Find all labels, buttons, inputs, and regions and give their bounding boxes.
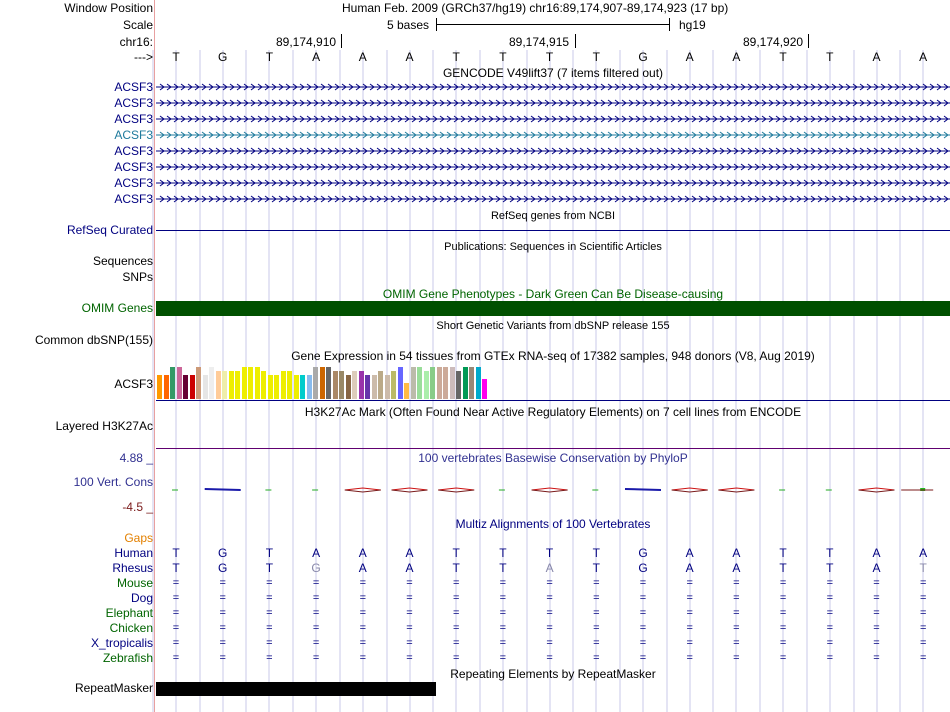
alignment-gap: = [826,622,834,634]
alignment-gap: = [266,622,273,634]
scale-text: 5 bases [387,18,430,32]
base-letter: T [499,50,507,64]
gtex-tissue-bar[interactable] [417,367,422,399]
gtex-tissue-bar[interactable] [157,375,162,399]
omim-track-title[interactable]: OMIM Gene Phenotypes - Dark Green Can Be Disease-causing [382,287,724,301]
alignment-gap: = [919,577,927,589]
gtex-tissue-bar[interactable] [404,383,409,399]
pos-tick-label: 89,174,920 [743,35,804,49]
alignment-gap: = [779,652,787,664]
alignment-gap: = [312,592,320,604]
gtex-tissue-bar[interactable] [255,367,260,399]
base-letter: A [405,546,414,560]
gtex-tissue-bar[interactable] [469,367,474,399]
gtex-tissue-bar[interactable] [352,371,357,399]
alignment-gap: = [919,592,927,604]
alignment-gap: = [452,637,460,649]
base-letter: T [499,561,507,575]
base-letter: G [218,50,228,64]
alignment-gap: = [499,637,507,649]
gtex-tissue-bar[interactable] [170,367,175,399]
gtex-tissue-bar[interactable] [424,371,429,399]
alignment-gap: = [919,652,927,664]
gencode-transcript-line[interactable] [156,97,950,109]
base-letter: T [592,546,600,560]
alignment-gap: = [873,577,880,589]
pos-tick-label: 89,174,910 [276,35,337,49]
alignment-gap: = [779,577,787,589]
base-letter: A [312,546,321,560]
alignment-gap: = [826,592,834,604]
gencode-transcript-line[interactable] [156,129,950,141]
gtex-tissue-bar[interactable] [164,375,169,399]
base-letter: A [872,50,881,64]
gtex-tissue-bar[interactable] [430,367,435,399]
gtex-tissue-bar[interactable] [320,367,325,399]
dbsnp-track-title[interactable]: Short Genetic Variants from dbSNP release 155 [436,320,670,332]
alignment-gap: = [266,592,273,604]
gtex-tissue-bar[interactable] [287,371,292,399]
multiz-species-label[interactable]: Mouse [116,576,153,590]
alignment-gap: = [873,637,880,649]
base-letter: A [358,50,367,64]
gtex-tissue-bar[interactable] [294,375,299,399]
alignment-gap: = [639,652,647,664]
gtex-tissue-bar[interactable] [372,375,377,399]
alignment-gap: = [359,577,367,589]
alignment-gap: = [686,652,693,664]
omim-track-label[interactable]: OMIM Genes [81,301,153,315]
multiz-species-label[interactable]: Rhesus [112,561,153,575]
alignment-gap: = [266,637,273,649]
alignment-gap: = [266,577,273,589]
multiz-species-label[interactable]: Elephant [105,606,153,620]
gtex-tissue-bar[interactable] [450,367,455,399]
gtex-tissue-bar[interactable] [307,375,312,399]
omim-phenotype-bar[interactable] [156,301,950,316]
window-position-label: Window Position [64,1,153,15]
gencode-transcript-label[interactable]: ACSF3 [114,112,153,126]
alignment-gap: = [359,622,367,634]
alignment-gap: = [779,637,787,649]
gtex-tissue-bar[interactable] [456,371,461,399]
multiz-species-label[interactable]: Dog [130,591,153,605]
gtex-tissue-bar[interactable] [196,367,201,399]
base-letter: T [499,546,507,560]
alignment-gap: = [219,577,226,589]
h3k27ac-baseline [156,448,950,449]
alignment-gap: = [593,577,600,589]
gtex-tissue-bar[interactable] [248,367,253,399]
alignment-gap: = [312,637,320,649]
base-letter: T [172,50,180,64]
gtex-tissue-bar[interactable] [443,367,448,399]
base-letter: A [358,546,367,560]
phylop-ymin-label: -4.5 _ [122,500,153,514]
base-letter: T [779,546,787,560]
alignment-gap: = [919,622,927,634]
alignment-gap: = [686,592,693,604]
gtex-tissue-bar[interactable] [216,371,221,399]
gtex-tissue-bar[interactable] [203,375,208,399]
alignment-gap: = [219,637,226,649]
alignment-gap: = [499,592,507,604]
base-letter: A [685,561,694,575]
alignment-gap: = [312,607,320,619]
alignment-gap: = [639,592,647,604]
multiz-species-label[interactable]: Chicken [109,621,153,635]
alignment-gap: = [873,622,880,634]
publications-snps-label[interactable]: SNPs [122,270,153,284]
alignment-gap: = [593,652,600,664]
alignment-gap: = [593,622,600,634]
gencode-transcript-line[interactable] [156,177,950,189]
refseq-gene-line[interactable] [156,230,950,231]
window-position-value[interactable]: Human Feb. 2009 (GRCh37/hg19) chr16:89,174,907-89,174,923 (17 bp) [342,1,729,15]
base-letter: T [172,561,180,575]
repeatmasker-track-title[interactable]: Repeating Elements by RepeatMasker [450,667,656,681]
gtex-tissue-bar[interactable] [411,367,416,399]
gtex-tissue-bar[interactable] [359,371,364,399]
base-letter: T [452,561,460,575]
alignment-gap: = [219,622,226,634]
phylop-track-title[interactable]: 100 vertebrates Basewise Conservation by PhyloP [418,451,688,465]
gtex-tissue-bar[interactable] [274,375,279,399]
scale-bar-right-tick [669,18,670,31]
gencode-transcript-line[interactable] [156,145,950,157]
gencode-transcript-label[interactable]: ACSF3 [114,80,153,94]
alignment-gap: = [312,577,320,589]
alignment-gap: = [873,652,880,664]
base-letter: T [265,546,274,560]
scale-assembly: hg19 [679,18,706,32]
alignment-gap: = [359,652,367,664]
alignment-gap: = [873,607,880,619]
alignment-gap: = [873,592,880,604]
alignment-gap: = [546,652,553,664]
repeatmasker-track-label[interactable]: RepeatMasker [74,681,153,695]
alignment-gap: = [639,607,647,619]
alignment-gap: = [312,622,320,634]
alignment-gap: = [686,607,693,619]
alignment-gap: = [172,637,180,649]
base-letter: T [592,561,600,575]
gtex-tissue-bar[interactable] [177,367,182,399]
pos-tick-mark [808,34,809,48]
base-letter: G [311,561,321,575]
gencode-transcript-label[interactable]: ACSF3 [114,144,153,158]
refseq-track-label[interactable]: RefSeq Curated [66,223,153,237]
phylop-signal[interactable] [156,478,950,500]
gencode-transcript-line[interactable] [156,113,950,125]
base-letter: T [452,50,460,64]
base-letter: A [545,561,554,575]
repeatmasker-element-bar[interactable] [156,682,436,696]
gtex-track-label[interactable]: ACSF3 [114,377,153,391]
scale-bar-left-tick [436,18,437,31]
alignment-gap: = [546,637,553,649]
gtex-tissue-bar[interactable] [183,375,188,399]
label-margin-divider [154,0,155,712]
base-letter: A [732,546,741,560]
base-letter: T [779,50,787,64]
gtex-tissue-bar[interactable] [242,367,247,399]
pos-tick-label: 89,174,915 [509,35,570,49]
alignment-gap: = [359,592,367,604]
alignment-gap: = [686,637,693,649]
gencode-transcript-label[interactable]: ACSF3 [114,160,153,174]
gencode-transcript-label[interactable]: ACSF3 [114,128,153,142]
alignment-gap: = [172,607,180,619]
strand-label: ---> [134,50,153,64]
alignment-gap: = [826,637,834,649]
base-letter: T [545,50,554,64]
alignment-gap: = [172,592,180,604]
alignment-gap: = [593,637,600,649]
pos-tick-mark [341,34,342,48]
base-letter: G [218,546,228,560]
alignment-gap: = [919,637,927,649]
gencode-transcript-line[interactable] [156,193,950,205]
base-letter: G [218,561,228,575]
gtex-tissue-bar[interactable] [300,375,305,399]
alignment-gap: = [779,622,787,634]
gtex-tissue-bar[interactable] [398,367,403,399]
alignment-gap: = [219,592,226,604]
gtex-track-title[interactable]: Gene Expression in 54 tissues from GTEx RNA-seq of 17382 samples, 948 donors (V8, Aug 2019) [291,349,815,363]
alignment-gap: = [406,622,413,634]
base-letter: T [452,546,460,560]
scale-label: Scale [122,18,153,32]
gtex-tissue-bar[interactable] [391,371,396,399]
base-letter: A [405,561,414,575]
gencode-transcript-label[interactable]: ACSF3 [114,96,153,110]
gtex-tissue-bar[interactable] [222,371,227,399]
pos-tick-mark [575,34,576,48]
alignment-gap: = [733,652,740,664]
dbsnp-track-label[interactable]: Common dbSNP(155) [34,333,153,347]
base-letter: A [872,561,881,575]
alignment-gap: = [452,607,460,619]
alignment-gap: = [639,577,647,589]
phylop-ymax-label: 4.88 _ [119,451,153,465]
multiz-gaps-label[interactable]: Gaps [124,531,153,545]
refseq-track-title[interactable]: RefSeq genes from NCBI [490,210,616,222]
gtex-tissue-bar[interactable] [281,371,286,399]
alignment-gap: = [406,607,413,619]
alignment-gap: = [919,607,927,619]
base-letter: G [638,561,648,575]
gencode-transcript-label[interactable]: ACSF3 [114,192,153,206]
alignment-gap: = [826,607,834,619]
alignment-gap: = [733,607,740,619]
base-letter: A [872,546,881,560]
alignment-gap: = [452,577,460,589]
multiz-species-label[interactable]: X_tropicalis [90,636,153,650]
alignment-gap: = [499,622,507,634]
chrom-label: chr16: [119,35,153,49]
alignment-gap: = [266,652,273,664]
alignment-gap: = [266,607,273,619]
alignment-gap: = [406,652,413,664]
gtex-tissue-bar[interactable] [235,371,240,399]
gtex-tissue-bar[interactable] [190,375,195,399]
base-letter: A [685,50,694,64]
alignment-gap: = [593,607,600,619]
alignment-gap: = [639,637,647,649]
alignment-gap: = [686,577,693,589]
base-letter: A [405,50,414,64]
base-letter: T [265,561,274,575]
gtex-tissue-bar[interactable] [476,367,481,399]
base-letter: A [685,546,694,560]
alignment-gap: = [406,592,413,604]
gtex-tissue-bar[interactable] [268,375,273,399]
base-letter: T [592,50,600,64]
base-letter: G [638,50,648,64]
gtex-baseline [156,400,950,401]
gtex-tissue-bar[interactable] [437,367,442,399]
alignment-gap: = [359,637,367,649]
base-letter: T [919,561,927,575]
alignment-gap: = [219,607,226,619]
base-letter: A [919,546,928,560]
alignment-gap: = [826,577,834,589]
publications-track-title[interactable]: Publications: Sequences in Scientific Articles [444,241,662,253]
alignment-gap: = [639,622,647,634]
alignment-gap: = [499,577,507,589]
alignment-gap: = [452,652,460,664]
base-letter: T [826,546,834,560]
gtex-tissue-bar[interactable] [385,375,390,399]
alignment-gap: = [452,592,460,604]
phylop-track-label[interactable]: 100 Vert. Cons [73,475,153,489]
base-letter: A [732,561,741,575]
alignment-gap: = [546,622,553,634]
base-letter: A [312,50,321,64]
gtex-tissue-bar[interactable] [313,367,318,399]
alignment-gap: = [406,637,413,649]
alignment-gap: = [172,652,180,664]
publications-sequences-label[interactable]: Sequences [92,254,153,268]
gtex-tissue-bar[interactable] [346,375,351,399]
alignment-gap: = [219,652,226,664]
base-letter: T [826,561,834,575]
gtex-tissue-bar[interactable] [482,379,487,399]
base-letter: A [732,50,741,64]
alignment-gap: = [593,592,600,604]
gtex-tissue-bar[interactable] [463,367,468,399]
gtex-tissue-bar[interactable] [378,371,383,399]
alignment-gap: = [172,577,180,589]
gtex-tissue-bar[interactable] [209,367,214,399]
base-letter: A [919,50,928,64]
gtex-tissue-bar[interactable] [229,371,234,399]
base-letter: T [265,50,274,64]
gtex-tissue-bar[interactable] [365,375,370,399]
alignment-gap: = [686,622,693,634]
gtex-tissue-bar[interactable] [339,371,344,399]
alignment-gap: = [826,652,834,664]
alignment-gap: = [172,622,180,634]
gencode-track-title[interactable]: GENCODE V49lift37 (7 items filtered out) [442,66,664,80]
alignment-gap: = [499,607,507,619]
base-letter: T [826,50,834,64]
base-letter: T [779,561,787,575]
multiz-species-label[interactable]: Zebrafish [102,651,153,665]
alignment-gap: = [733,622,740,634]
alignment-gap: = [779,592,787,604]
alignment-gap: = [779,607,787,619]
h3k27ac-track-label[interactable]: Layered H3K27Ac [55,419,153,433]
h3k27ac-track-title[interactable]: H3K27Ac Mark (Often Found Near Active Regulatory Elements) on 7 cell lines from ENCODE [304,405,802,419]
gtex-tissue-bar[interactable] [261,371,266,399]
alignment-gap: = [546,592,553,604]
alignment-gap: = [733,577,740,589]
alignment-gap: = [406,577,413,589]
base-letter: T [172,546,180,560]
gencode-transcript-line[interactable] [156,81,950,93]
gencode-transcript-line[interactable] [156,161,950,173]
base-letter: G [638,546,648,560]
alignment-gap: = [452,622,460,634]
multiz-species-label[interactable]: Human [114,546,153,560]
gencode-transcript-label[interactable]: ACSF3 [114,176,153,190]
alignment-gap: = [733,637,740,649]
gtex-tissue-bar[interactable] [333,371,338,399]
alignment-gap: = [546,577,553,589]
gtex-tissue-bar[interactable] [326,367,331,399]
alignment-gap: = [546,607,553,619]
base-letter: T [545,546,554,560]
alignment-gap: = [312,652,320,664]
alignment-gap: = [359,607,367,619]
alignment-gap: = [499,652,507,664]
base-letter: A [358,561,367,575]
alignment-gap: = [733,592,740,604]
scale-bar [436,24,670,25]
multiz-track-title[interactable]: Multiz Alignments of 100 Vertebrates [455,517,651,531]
